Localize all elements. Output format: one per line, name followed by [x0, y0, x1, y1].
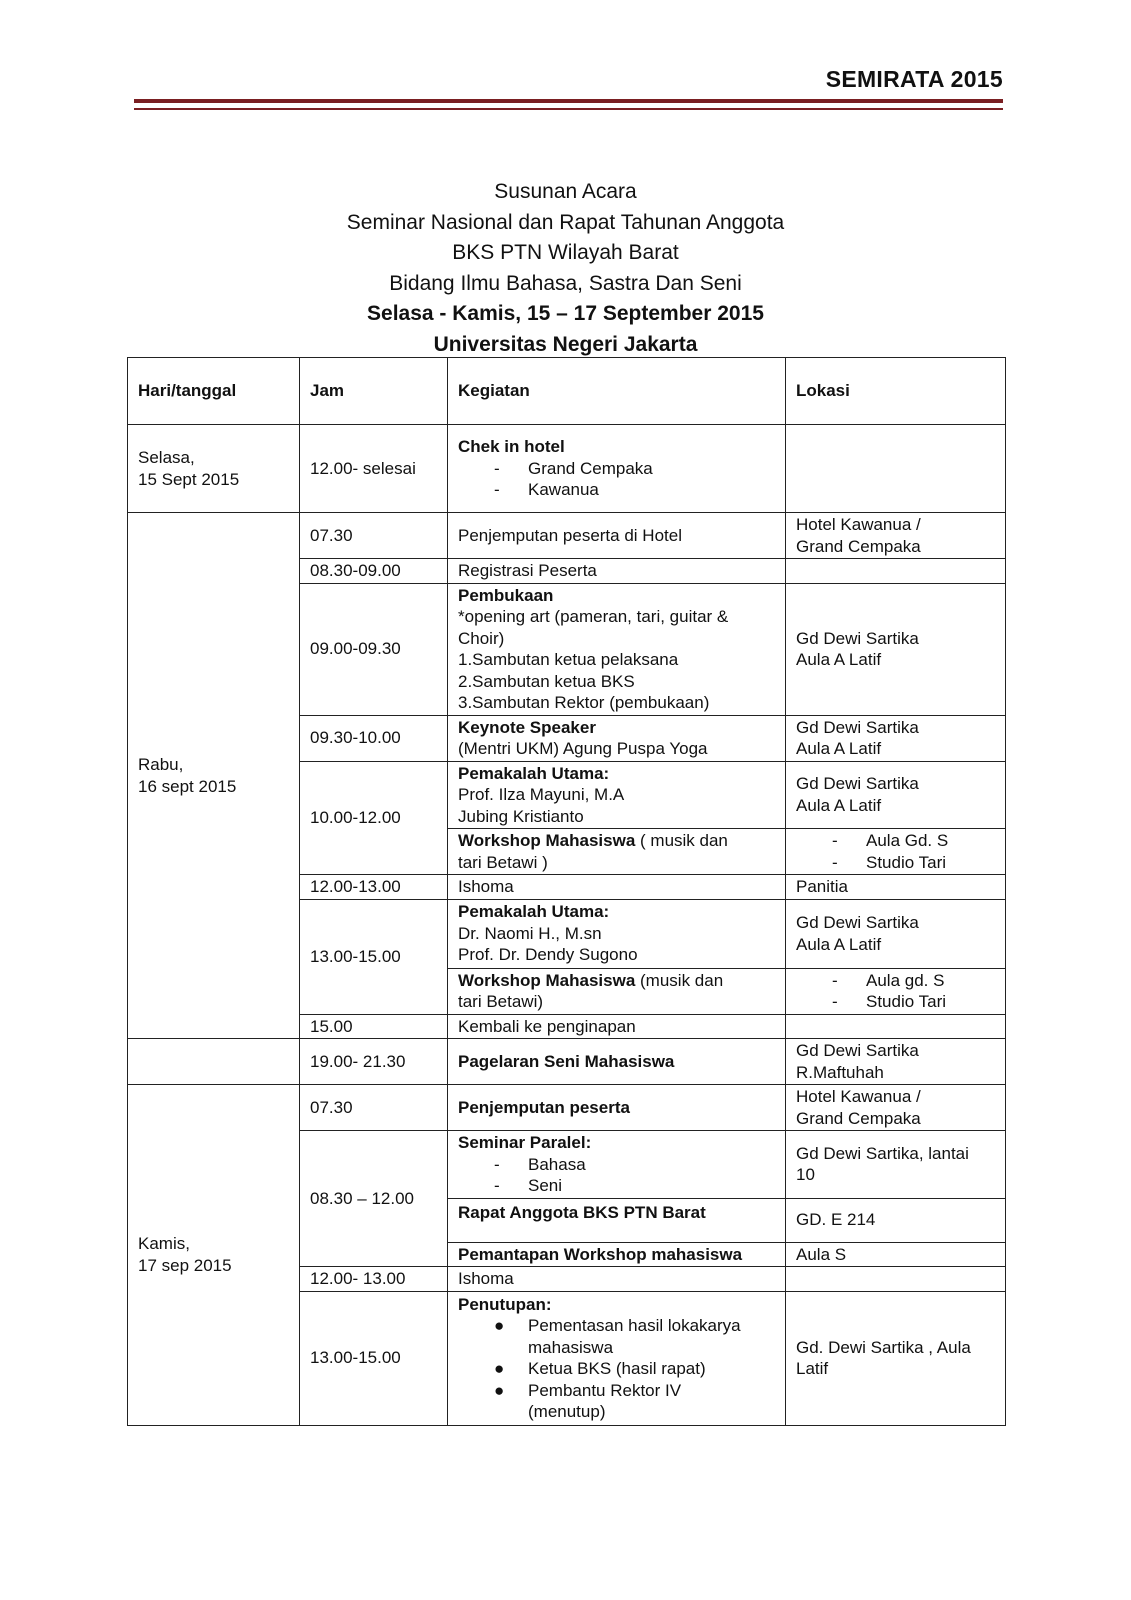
activity-cell: Seminar Paralel: - Bahasa - Seni	[448, 1131, 786, 1199]
activity-cell: Pembukaan *opening art (pameran, tari, guitar & Choir) 1.Sambutan ketua pelaksana 2.Sambutan ketua BKS 3.Sambutan Rektor (pembukaan)	[448, 583, 786, 715]
location-cell: Hotel Kawanua / Grand Cempaka	[786, 513, 1006, 559]
time-cell: 08.30-09.00	[300, 559, 448, 584]
time-cell: 15.00	[300, 1014, 448, 1039]
location-cell: Gd Dewi Sartika Aula A Latif	[786, 583, 1006, 715]
column-header: Lokasi	[786, 358, 1006, 425]
location-cell: Gd Dewi Sartika, lantai 10	[786, 1131, 1006, 1199]
column-header: Kegiatan	[448, 358, 786, 425]
title-line: Seminar Nasional dan Rapat Tahunan Anggota	[346, 210, 785, 234]
location-cell	[786, 1014, 1006, 1039]
time-cell: 19.00- 21.30	[300, 1039, 448, 1085]
day-cell	[128, 1039, 300, 1085]
time-cell: 12.00- 13.00	[300, 1267, 448, 1292]
location-cell	[786, 559, 1006, 584]
location-cell: GD. E 214	[786, 1198, 1006, 1242]
time-cell: 13.00-15.00	[300, 899, 448, 1014]
location-cell: Gd Dewi Sartika Aula A Latif	[786, 715, 1006, 761]
activity-cell: Pemakalah Utama: Dr. Naomi H., M.sn Prof. Dr. Dendy Sugono	[448, 899, 786, 968]
activity-cell: Penjemputan peserta	[448, 1085, 786, 1131]
title-block	[0, 177, 1131, 360]
title-venue-line: Universitas Negeri Jakarta	[433, 332, 698, 356]
bullet-icon: ●	[494, 1359, 505, 1378]
activity-cell: Chek in hotel - Grand Cempaka - Kawanua	[448, 425, 786, 513]
header-row	[128, 358, 1006, 425]
location-cell: - Aula Gd. S - Studio Tari	[786, 829, 1006, 875]
location-cell	[786, 1267, 1006, 1292]
day-cell: Selasa, 15 Sept 2015	[128, 425, 300, 513]
activity-cell: Penjemputan peserta di Hotel	[448, 513, 786, 559]
title-line: BKS PTN Wilayah Barat	[452, 241, 679, 264]
activity-cell: Pemantapan Workshop mahasiswa	[448, 1242, 786, 1267]
bullet-icon: ●	[494, 1316, 505, 1335]
location-cell: Hotel Kawanua / Grand Cempaka	[786, 1085, 1006, 1131]
header-rule-thin	[134, 108, 1003, 110]
location-cell: Gd Dewi Sartika R.Maftuhah	[786, 1039, 1006, 1085]
location-cell: Gd. Dewi Sartika , Aula Latif	[786, 1291, 1006, 1425]
activity-cell: Registrasi Peserta	[448, 559, 786, 584]
location-cell: Panitia	[786, 875, 1006, 900]
table-row	[128, 513, 1006, 559]
column-header: Jam	[300, 358, 448, 425]
schedule-table	[127, 357, 1006, 1426]
day-cell: Kamis, 17 sep 2015	[128, 1085, 300, 1426]
title-line: Bidang Ilmu Bahasa, Sastra Dan Seni	[389, 271, 742, 295]
document-header-title: SEMIRATA 2015	[825, 66, 1003, 92]
activity-cell: Penutupan: ● Pementasan hasil lokakarya mahasiswa ● Ketua BKS (hasil rapat) ● Pembantu Rektor IV (menutup)	[448, 1291, 786, 1425]
table-row	[128, 1039, 1006, 1085]
activity-cell: Ishoma	[448, 1267, 786, 1292]
time-cell: 10.00-12.00	[300, 761, 448, 875]
location-cell: Gd Dewi Sartika Aula A Latif	[786, 761, 1006, 829]
activity-cell: Keynote Speaker (Mentri UKM) Agung Puspa Yoga	[448, 715, 786, 761]
header-rule-thick	[134, 99, 1003, 103]
activity-cell: Workshop Mahasiswa (musik dan tari Betawi)	[448, 968, 786, 1014]
time-cell: 08.30 – 12.00	[300, 1131, 448, 1267]
location-cell: Aula S	[786, 1242, 1006, 1267]
table-row	[128, 1085, 1006, 1131]
location-cell: - Aula gd. S - Studio Tari	[786, 968, 1006, 1014]
column-header: Hari/tanggal	[128, 358, 300, 425]
activity-cell: Pagelaran Seni Mahasiswa	[448, 1039, 786, 1085]
title-line: Susunan Acara	[494, 180, 637, 203]
activity-cell: Rapat Anggota BKS PTN Barat	[448, 1198, 786, 1242]
activity-cell: Ishoma	[448, 875, 786, 900]
activity-cell: Pemakalah Utama: Prof. Ilza Mayuni, M.A Jubing Kristianto	[448, 761, 786, 829]
bullet-icon: ●	[494, 1380, 505, 1400]
title-date-line: Selasa - Kamis, 15 – 17 September 2015	[367, 302, 764, 325]
table-row	[128, 425, 1006, 513]
time-cell: 07.30	[300, 1085, 448, 1131]
time-cell: 12.00-13.00	[300, 875, 448, 900]
activity-cell: Kembali ke penginapan	[448, 1014, 786, 1039]
time-cell: 12.00- selesai	[300, 425, 448, 513]
time-cell: 13.00-15.00	[300, 1291, 448, 1425]
time-cell: 09.00-09.30	[300, 583, 448, 715]
activity-cell: Workshop Mahasiswa ( musik dan tari Betawi )	[448, 829, 786, 875]
time-cell: 09.30-10.00	[300, 715, 448, 761]
location-cell: Gd Dewi Sartika Aula A Latif	[786, 899, 1006, 968]
location-cell	[786, 425, 1006, 513]
day-cell: Rabu, 16 sept 2015	[128, 513, 300, 1039]
time-cell: 07.30	[300, 513, 448, 559]
